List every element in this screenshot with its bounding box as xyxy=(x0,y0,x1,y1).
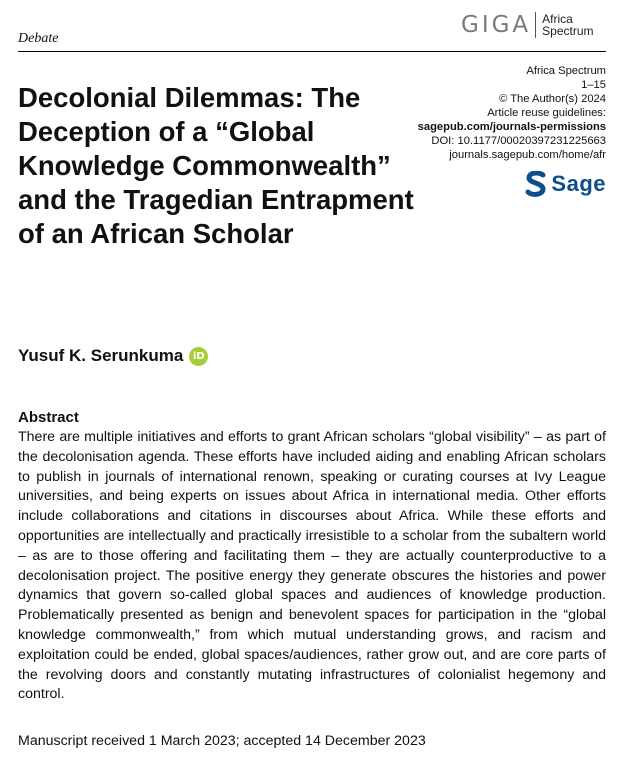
giga-publication xyxy=(542,13,593,37)
journal-name: Africa Spectrum xyxy=(526,65,606,77)
giga-pub-line1: Africa xyxy=(542,12,573,26)
sage-s-icon xyxy=(525,171,547,197)
logo-divider xyxy=(535,12,536,38)
doi[interactable]: DOI: 10.1177/00020397231225663 xyxy=(431,135,606,147)
reuse-guidelines: Article reuse guidelines: xyxy=(487,107,606,119)
abstract-heading: Abstract xyxy=(18,409,79,426)
author-name: Yusuf K. Serunkuma xyxy=(18,346,184,365)
page-range: 1–15 xyxy=(581,79,606,91)
article-meta xyxy=(418,64,606,162)
abstract-text: There are multiple initiatives and efforts to grant African scholars “global visibility” – as part of the decolonisation agenda. These efforts have included aiding and enabling African scholars to publish in journals of international renown, speaking or curating courses at Ivy League universities, and being experts on issues about Africa in international media. Other efforts include collaborations and citations in discourses about Africa. While these efforts and opportunities are intellectually and practically irresistible to a scholar from the subaltern world – as are to those offering and facilitating them – they are actually counterproductive to a decolonisation project. The positive energy they generate obscures the histories and power dynamics that govern so-called global spaces and audiences of knowledge production. Problematically presented as benign and benevolent spaces for participation in the “global knowledge commonwealth,” from which mutual understanding grows, and racism and exploitation could be ended, global spaces/audiences, rather grow out, and are core parts of the revolving doors and constantly mutating infrastructures of colonialist hegemony and control. xyxy=(18,429,606,703)
orcid-icon[interactable]: iD xyxy=(189,347,208,366)
journal-homepage-link[interactable]: journals.sagepub.com/home/afr xyxy=(449,149,606,161)
sage-logo xyxy=(525,171,606,197)
manuscript-dates: Manuscript received 1 March 2023; accepted 14 December 2023 xyxy=(18,733,426,749)
section-label: Debate xyxy=(18,31,59,46)
sage-wordmark: Sage xyxy=(551,171,606,196)
giga-pub-line2: Spectrum xyxy=(542,24,594,38)
permissions-link[interactable]: sagepub.com/journals-permissions xyxy=(417,121,606,133)
author xyxy=(18,346,208,366)
giga-logo xyxy=(461,12,594,38)
copyright: © The Author(s) 2024 xyxy=(499,93,606,105)
article-title: Decolonial Dilemmas: The Deception of a “Global Knowledge Commonwealth” and the Tragedian Entrapment of an African Scholar xyxy=(18,82,414,249)
header-rule xyxy=(18,51,606,52)
giga-letters: GIGA xyxy=(461,12,532,38)
